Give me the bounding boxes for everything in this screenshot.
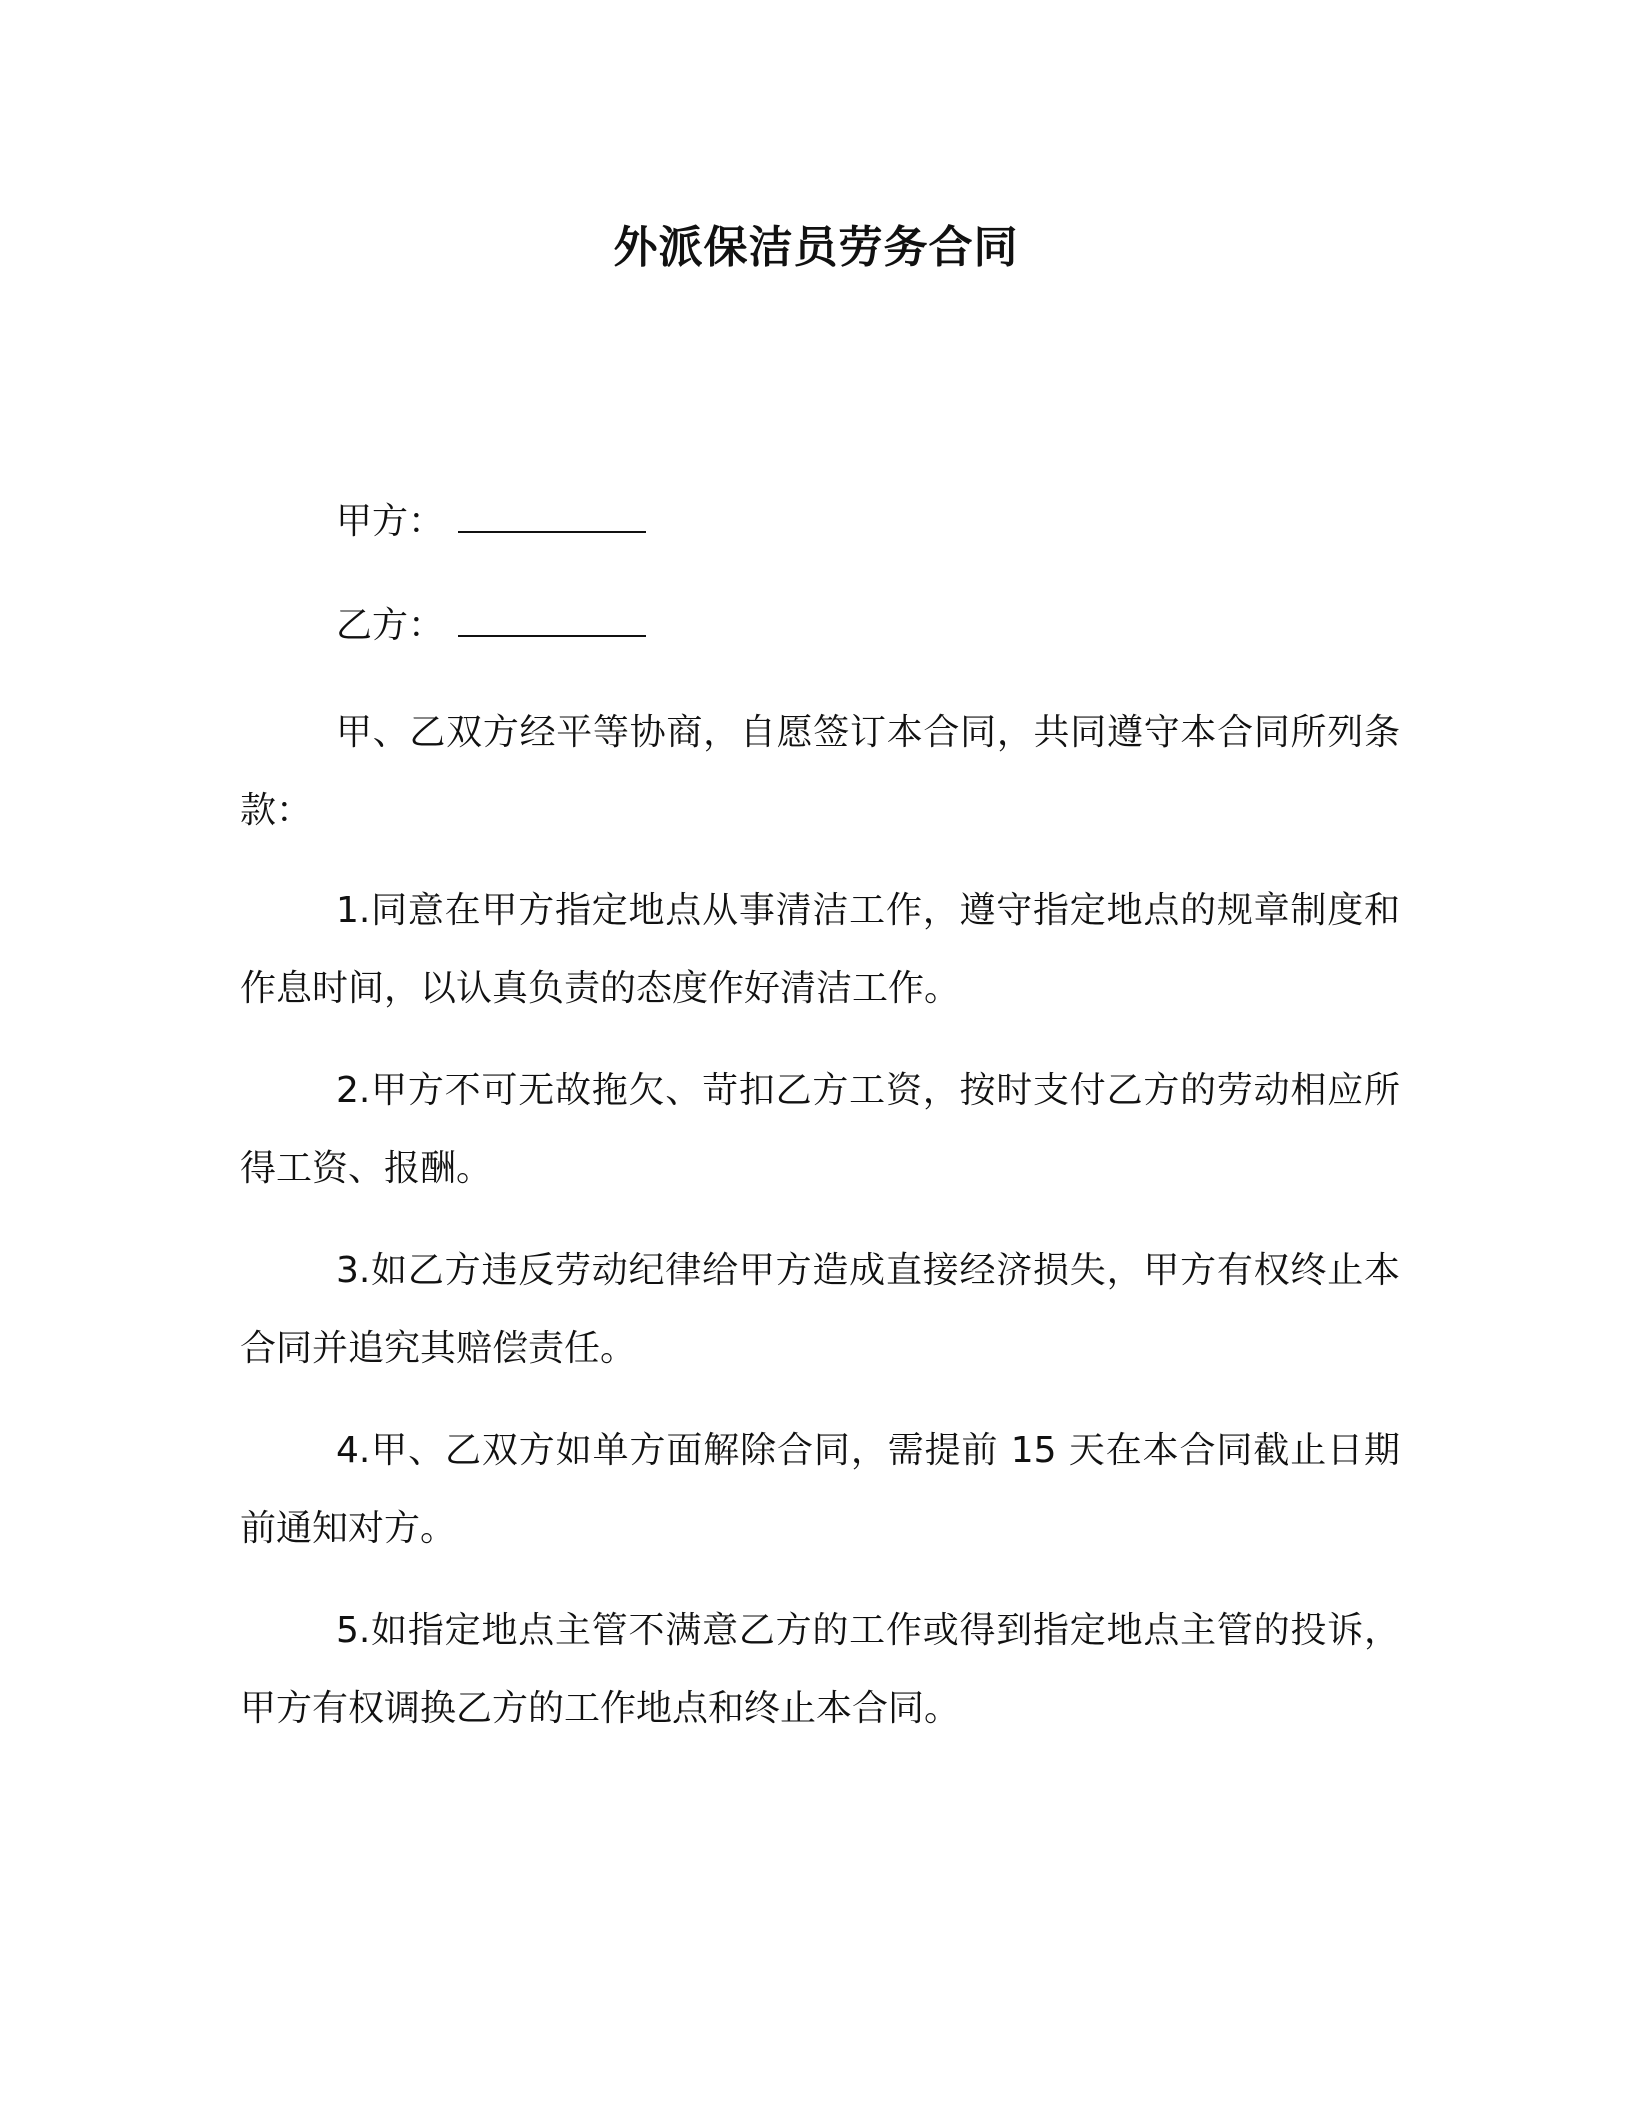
party-b-label: 乙方：	[336, 605, 445, 646]
party-b-blank	[458, 603, 646, 637]
party-a-label: 甲方：	[336, 501, 445, 542]
clause-4-paragraph: 4.甲、乙双方如单方面解除合同，需提前 15 天在本合同截止日期前通知对方。	[240, 1430, 1400, 1549]
clause-5-paragraph: 5.如指定地点主管不满意乙方的工作或得到指定地点主管的投诉，甲方有权调换乙方的工作地点和终止本合同。	[240, 1610, 1400, 1729]
preamble-paragraph: 甲、乙双方经平等协商，自愿签订本合同，共同遵守本合同所列条款：	[240, 712, 1400, 831]
clause-1-paragraph: 1.同意在甲方指定地点从事清洁工作，遵守指定地点的规章制度和作息时间，以认真负责的态度作好清洁工作。	[240, 890, 1400, 1009]
party-a-line	[336, 498, 646, 546]
clause-3-paragraph: 3.如乙方违反劳动纪律给甲方造成直接经济损失，甲方有权终止本合同并追究其赔偿责任。	[240, 1250, 1400, 1369]
party-a-blank	[458, 499, 646, 533]
document-title: 外派保洁员劳务合同	[613, 222, 1019, 273]
clause-2-paragraph: 2.甲方不可无故拖欠、苛扣乙方工资，按时支付乙方的劳动相应所得工资、报酬。	[240, 1070, 1400, 1189]
party-b-line	[336, 602, 646, 650]
